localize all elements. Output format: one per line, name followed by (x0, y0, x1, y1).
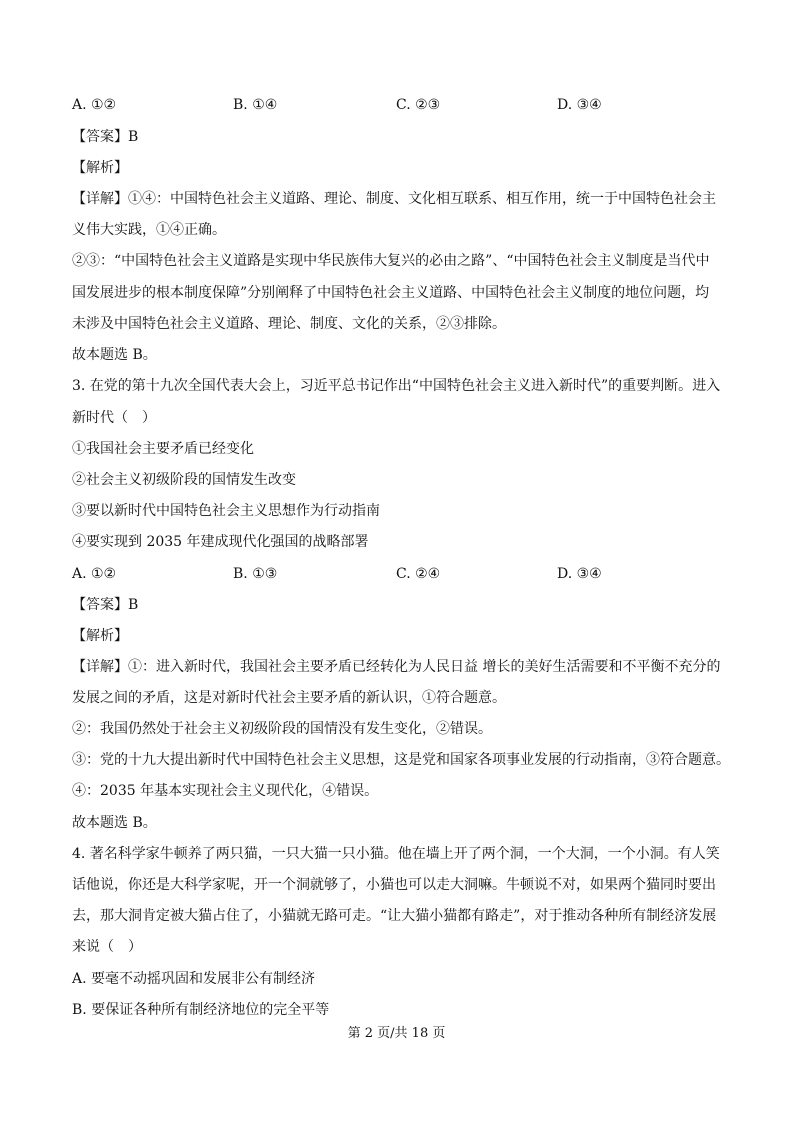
q3-stem-line: 3. 在党的第十九次全国代表大会上，习近平总书记作出“中国特色社会主义进入新时代”的重要判断。进入 (72, 378, 721, 394)
q3-stem-line: 新时代（ ） (72, 410, 156, 426)
q2-detail-line: 未涉及中国特色社会主义道路、理论、制度、文化的关系，②③排除。 (72, 316, 506, 332)
q3-detail-line: ②：我国仍然处于社会主义初级阶段的国情没有发生变化，②错误。 (72, 721, 492, 737)
q4-option-b: B. 要保证各种所有制经济地位的完全平等 (72, 1002, 330, 1018)
q3-detail-line: ④：2035 年基本实现社会主义现代化，④错误。 (72, 783, 379, 799)
q3-option-d: D. ③④ (557, 566, 602, 582)
q2-answer: 【答案】B (72, 129, 139, 145)
q3-option-a: A. ①② (72, 566, 117, 582)
page-number: 第 2 页/共 18 页 (347, 1026, 446, 1041)
q3-item-2: ②社会主义初级阶段的国情发生改变 (72, 472, 296, 488)
q3-item-3: ③要以新时代中国特色社会主义思想作为行动指南 (72, 503, 380, 519)
q2-option-b: B. ①④ (233, 97, 278, 113)
q3-detail-line: 【详解】①：进入新时代，我国社会主要矛盾已经转化为人民日益 增长的美好生活需要和不平衡不充分的 (72, 659, 721, 675)
q3-conclusion: 故本题选 B。 (72, 815, 157, 831)
q2-detail-line: 国发展进步的根本制度保障”分别阐释了中国特色社会主义道路、中国特色社会主义制度的地位问题，均 (72, 285, 710, 301)
q3-option-c: C. ②④ (396, 566, 441, 582)
q3-answer: 【答案】B (72, 597, 139, 613)
q3-item-1: ①我国社会主要矛盾已经变化 (72, 441, 254, 457)
q3-detail-line: ③：党的十九大提出新时代中国特色社会主义思想，这是党和国家各项事业发展的行动指南，③符合题意。 (72, 752, 730, 768)
q4-stem-line: 去，那大洞肯定被大猫占住了，小猫就无路可走。“让大猫小猫都有路走”，对于推动各种所有制经济发展 (72, 908, 717, 924)
q2-option-a: A. ①② (72, 97, 117, 113)
q4-stem-line: 4. 著名科学家牛顿养了两只猫，一只大猫一只小猫。他在墙上开了两个洞，一个大洞，一个小洞。有人笑 (72, 846, 720, 862)
q4-stem-line: 来说（ ） (72, 939, 142, 955)
q4-option-a: A. 要毫不动摇巩固和发展非公有制经济 (72, 971, 316, 987)
q2-conclusion: 故本题选 B。 (72, 347, 157, 363)
q2-option-c: C. ②③ (396, 97, 441, 113)
q2-detail-line: 义伟大实践，①④正确。 (72, 222, 226, 238)
q3-item-4: ④要实现到 2035 年建成现代化强国的战略部署 (72, 534, 369, 550)
q4-stem-line: 话他说，你还是大科学家呢，开一个洞就够了，小猫也可以走大洞嘛。牛顿说不对，如果两个猫同时要出 (72, 877, 716, 893)
q3-analysis-heading: 【解析】 (72, 628, 128, 644)
q2-option-d: D. ③④ (557, 97, 602, 113)
q3-detail-line: 发展之间的矛盾，这是对新时代社会主要矛盾的新认识，①符合题意。 (72, 690, 506, 706)
q2-detail-line: 【详解】①④：中国特色社会主义道路、理论、制度、文化相互联系、相互作用，统一于中国特色社会主 (72, 191, 716, 207)
q2-analysis-heading: 【解析】 (72, 160, 128, 176)
q3-option-b: B. ①③ (233, 566, 278, 582)
q2-detail-line: ②③：“中国特色社会主义道路是实现中华民族伟大复兴的必由之路”、“中国特色社会主义制度是当代中 (72, 253, 710, 269)
